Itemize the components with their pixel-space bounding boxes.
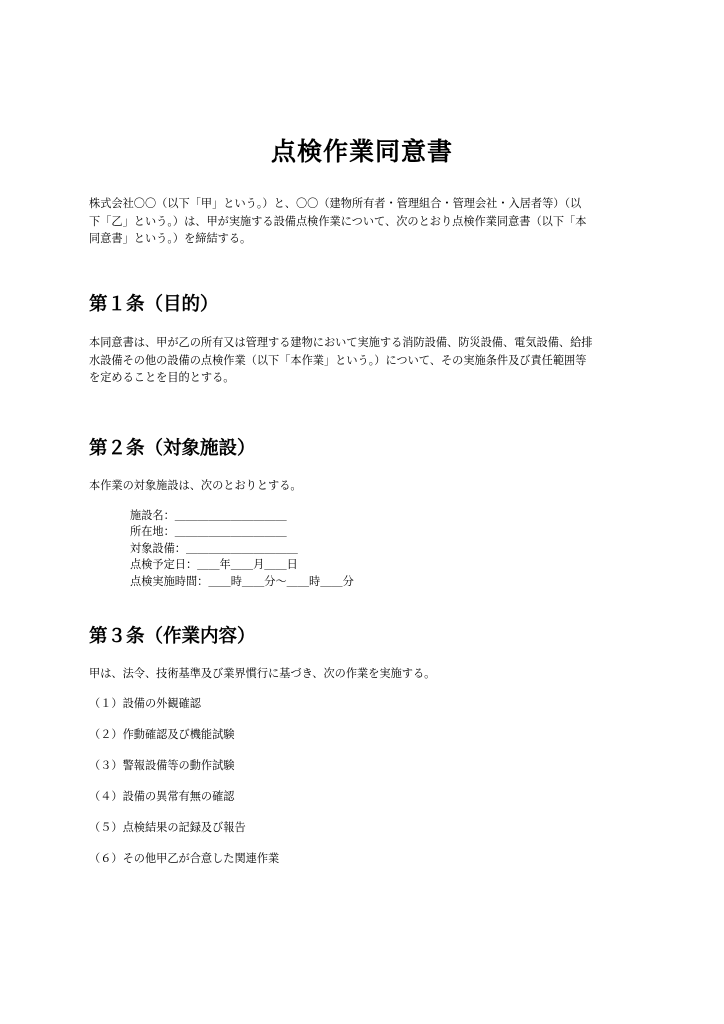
work-item: （５）点検結果の記録及び報告 [89, 821, 246, 834]
work-item: （２）作動確認及び機能試験 [89, 728, 235, 741]
intro-line: 同意書」という。）を締結する。 [89, 232, 252, 245]
document-title: 点検作業同意書 [270, 136, 453, 166]
work-item: （４）設備の異常有無の確認 [89, 790, 235, 803]
article3-heading: 第３条（作業内容） [89, 626, 256, 647]
article1-heading: 第１条（目的） [89, 294, 219, 315]
work-item: （３）警報設備等の動作試験 [89, 759, 235, 772]
intro-line: 下「乙」という。）は、甲が実施する設備点検作業について、次のとおり点検作業同意書（以下「本 [89, 214, 587, 228]
work-item: （１）設備の外観確認 [89, 697, 201, 710]
inspection-date-field: 点検予定日：＿＿年＿＿月＿＿日 [130, 558, 298, 572]
facility-field-list [130, 508, 354, 590]
facility-address-field: 所在地：＿＿＿＿＿＿＿＿＿＿ [130, 525, 287, 539]
inspection-time-field: 点検実施時間：＿＿時＿＿分～＿＿時＿＿分 [130, 574, 354, 588]
article1-line: 本同意書は、甲が乙の所有又は管理する建物において実施する消防設備、防災設備、電気設備、給排 [89, 336, 593, 349]
article1-line: 水設備その他の設備の点検作業（以下「本作業」という。）について、その実施条件及び責任範囲等 [89, 353, 587, 367]
facility-name-field: 施設名：＿＿＿＿＿＿＿＿＿＿ [130, 509, 287, 522]
intro-line: 株式会社〇〇（以下「甲」という。）と、〇〇（建物所有者・管理組合・管理会社・入居者等）（以 [89, 197, 582, 210]
article3-lead: 甲は、法令、技術基準及び業界慣行に基づき、次の作業を実施する。 [89, 667, 436, 680]
article1-line: を定めることを目的とする。 [89, 371, 235, 384]
intro-paragraph [89, 195, 637, 248]
article2-lead: 本作業の対象施設は、次のとおりとする。 [89, 479, 302, 492]
work-item: （６）その他甲乙が合意した関連作業 [89, 852, 280, 865]
article2-heading: 第２条（対象施設） [89, 438, 256, 459]
target-equipment-field: 対象設備：＿＿＿＿＿＿＿＿＿＿ [130, 541, 298, 555]
article1-paragraph [89, 334, 637, 387]
